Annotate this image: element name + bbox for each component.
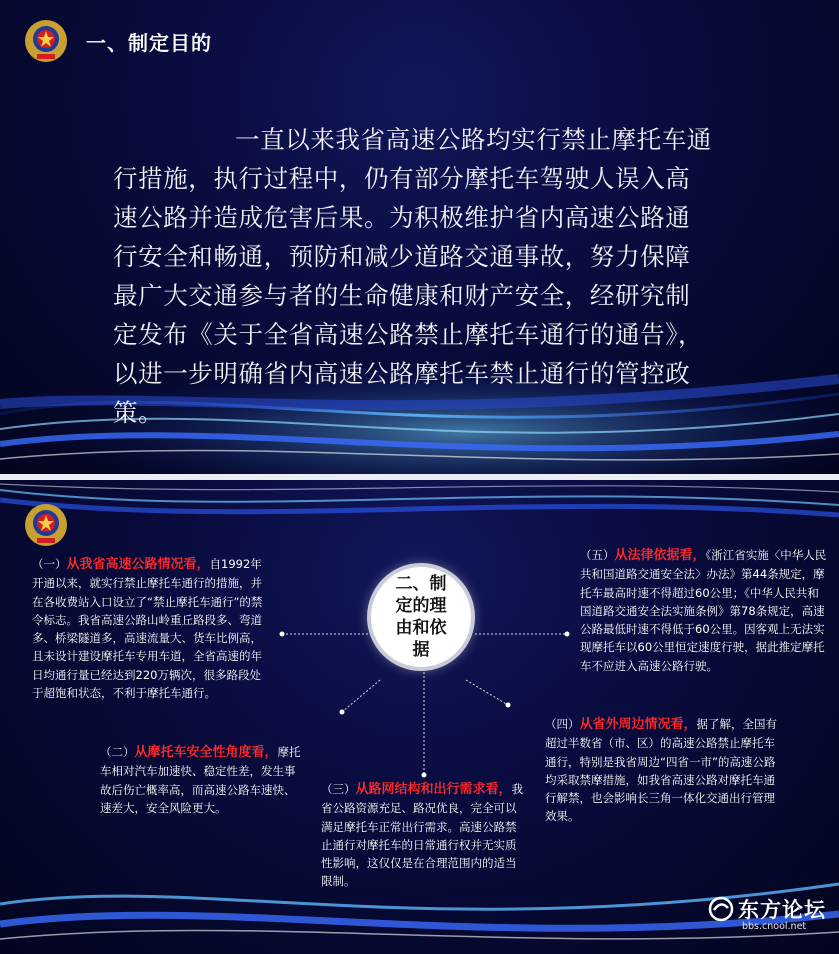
reason-text: 我省公路资源充足、路况优良，完全可以满足摩托车正常出行需求。高速公路禁止通行对摩托车的日常通行权并无实质性影响，这仅仅是在合理范围内的适当限制。 — [321, 782, 524, 889]
reason-item-4 — [545, 715, 780, 826]
watermark-title: 东方论坛 — [738, 898, 826, 922]
reason-text: 自1992年开通以来，就实行禁止摩托车通行的措施，并在各收费站入口设立了“禁止摩托车通行”的禁令标志。我省高速公路山岭重丘路段多、弯道多、桥梁隧道多，高速流量大、货车比例高，且未设计建设摩托车专用车道，全省高速的年日均通行量已经达到220万辆次，很多路段处于超饱和状态，不利于摩托车通行。 — [32, 557, 263, 701]
purpose-paragraph — [113, 120, 713, 432]
reason-number: （四） — [545, 717, 580, 731]
reason-number: （二） — [100, 745, 135, 759]
reason-heading: 从省外周边情况看， — [579, 717, 697, 732]
reason-heading: 从路网结构和出行需求看， — [355, 782, 512, 797]
watermark-url: bbs.cnool.net — [742, 921, 807, 932]
reason-item-3 — [321, 780, 525, 891]
slide-purpose — [0, 0, 839, 474]
reasons-center-circle — [371, 567, 471, 667]
forum-logo-icon — [708, 896, 734, 922]
reason-text: 《浙江省实施〈中华人民共和国道路交通安全法〉办法》第44条规定，摩托车最高时速不得超过60公里；《中华人民共和国道路交通安全法实施条例》第78条规定，高速公路最低时速不得低于60公里。因客观上无法实现摩托车以60公里恒定速度行驶，据此推定摩托车不应进入高速公路行驶。 — [580, 548, 827, 673]
reason-number: （三） — [321, 782, 356, 796]
reason-number: （五） — [580, 548, 615, 562]
reason-number: （一） — [32, 557, 67, 571]
reason-item-1 — [32, 555, 267, 702]
police-emblem-icon — [23, 18, 69, 64]
reason-item-2 — [100, 743, 302, 817]
reason-text: 摩托车相对汽车加速快、稳定性差，发生事故后伤亡概率高，而高速公路车速快、速差大，安全风险更大。 — [100, 745, 301, 815]
reason-item-5 — [580, 546, 828, 675]
reason-heading: 从摩托车安全性角度看， — [134, 745, 278, 760]
slide-title: 一、制定目的 — [86, 31, 212, 55]
reason-text: 据了解，全国有超过半数省（市、区）的高速公路禁止摩托车通行，特别是我省周边“四省一市”的高速公路均采取禁摩措施，如我省高速公路对摩托车通行解禁，也会影响长三角一体化交通出行管理效果。 — [545, 717, 778, 824]
reasons-title: 二、制定的理由和依据 — [395, 574, 447, 660]
reason-heading: 从法律依据看， — [614, 548, 706, 563]
reason-heading: 从我省高速公路情况看， — [66, 557, 210, 572]
purpose-text: 一直以来我省高速公路均实行禁止摩托车通行措施，执行过程中，仍有部分摩托车驾驶人误入高速公路并造成危害后果。为积极维护省内高速公路通行安全和畅通，预防和减少道路交通事故，努力保障最广大交通参与者的生命健康和财产安全，经研究制定发布《关于全省高速公路禁止摩托车通行的通告》，以进一步明确省内高速公路摩托车禁止通行的管控政策。 — [113, 125, 712, 427]
